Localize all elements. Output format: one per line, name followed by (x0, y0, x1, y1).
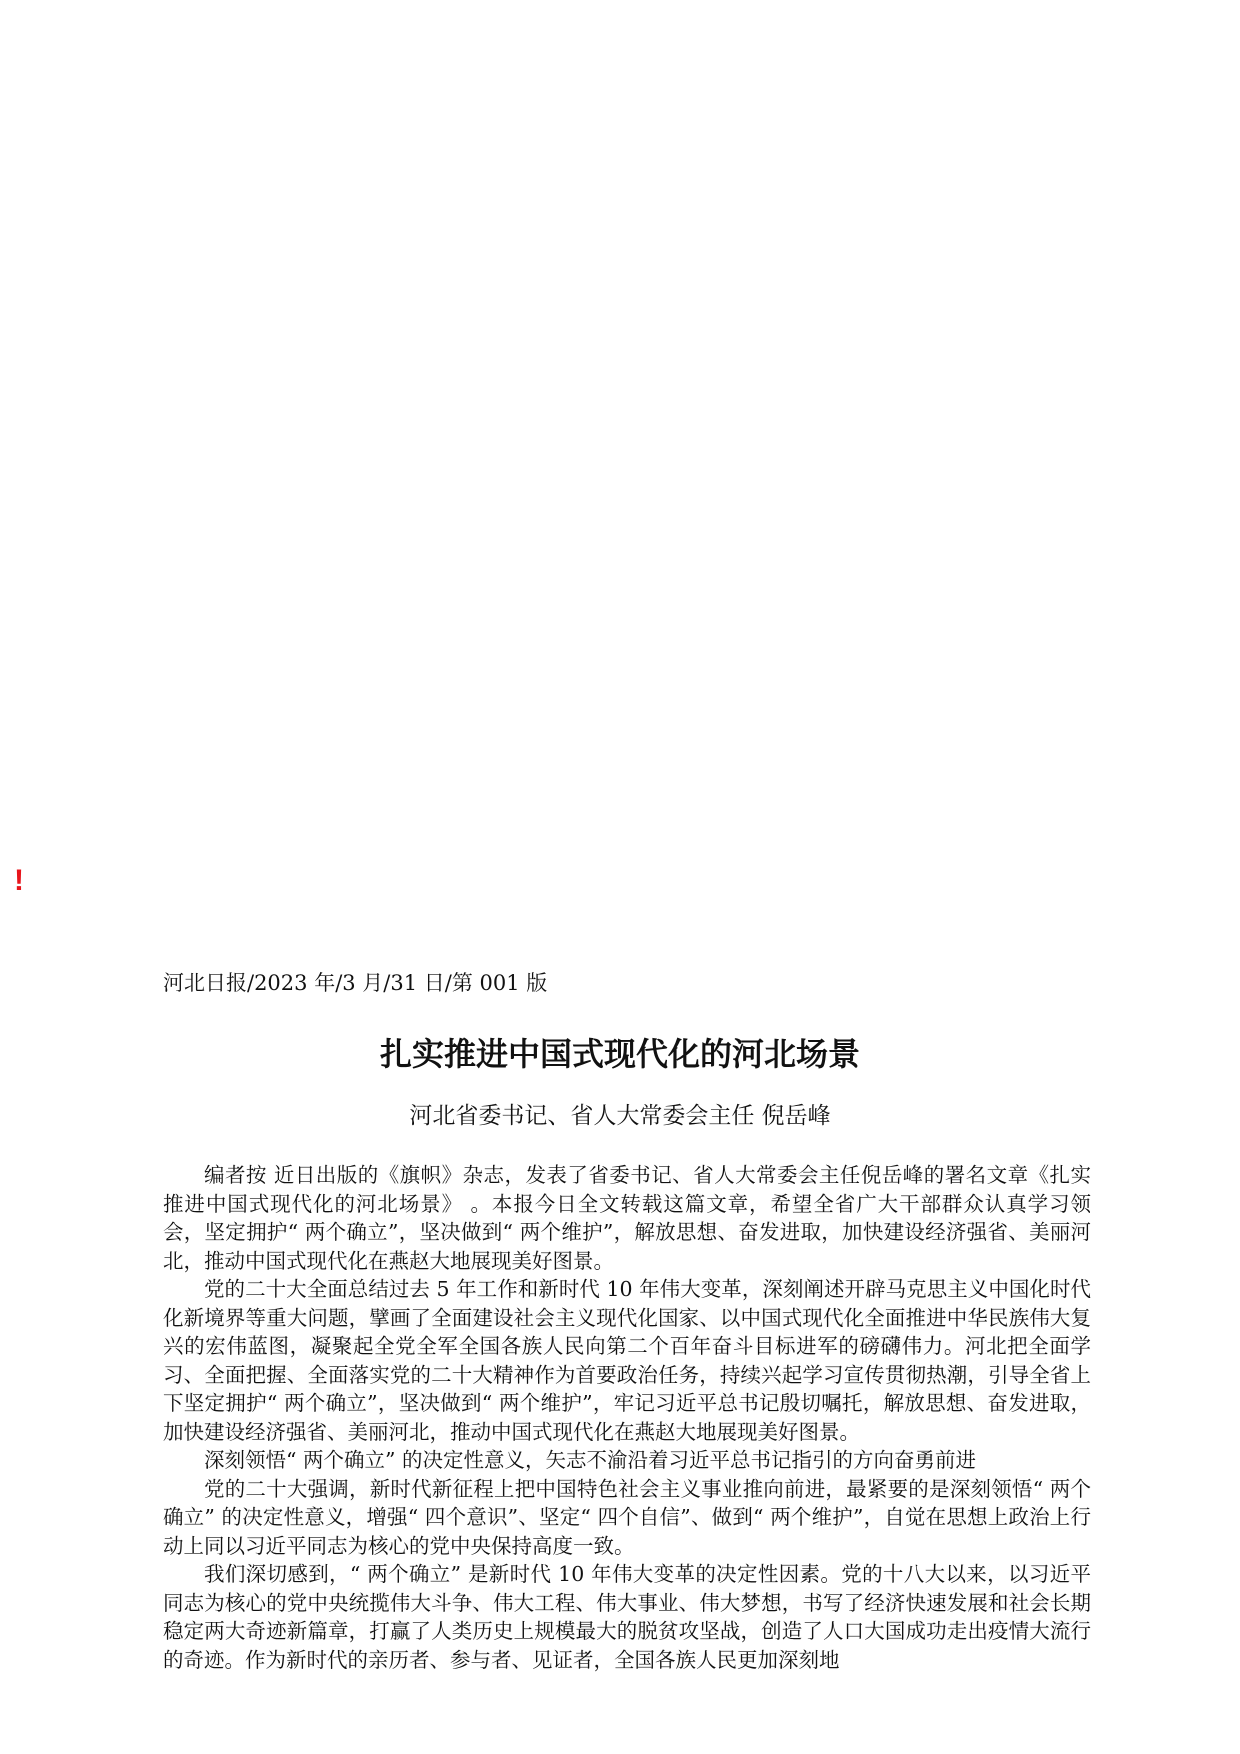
warning-mark: ! (14, 864, 24, 897)
article-author: 河北省委书记、省人大常委会主任 倪岳峰 (409, 1103, 831, 1129)
paragraph: 党的二十大强调，新时代新征程上把中国特色社会主义事业推向前进，最紧要的是深刻领悟“ 两个确立” 的决定性意义，增强“ 四个意识”、坚定“ 四个自信”、做到“ 两个维护”，自觉在思想上政治上行动上同以习近平同志为核心的党中央保持高度一致。 (163, 1476, 1091, 1558)
article-title: 扎实推进中国式现代化的河北场景 (379, 1035, 860, 1073)
paragraph-editor-note: 编者按 近日出版的《旗帜》杂志，发表了省委书记、省人大常委会主任倪岳峰的署名文章《扎实推进中国式现代化的河北场景》 。本报今日全文转载这篇文章，希望全省广大干部群众认真学习领会，坚定拥护“ 两个确立”，坚决做到“ 两个维护”，解放思想、奋发进取，加快建设经济强省、美丽河北，推动中国式现代化在燕赵大地展现美好图景。 (163, 1163, 1091, 1273)
article-body (163, 1161, 1091, 1674)
section-heading: 深刻领悟“ 两个确立” 的决定性意义，矢志不渝沿着习近平总书记指引的方向奋勇前进 (204, 1448, 976, 1472)
paragraph: 党的二十大全面总结过去 5 年工作和新时代 10 年伟大变革，深刻阐述开辟马克思主义中国化时代化新境界等重大问题，擘画了全面建设社会主义现代化国家、以中国式现代化全面推进中华民族伟大复兴的宏伟蓝图，凝聚起全党全军全国各族人民向第二个百年奋斗目标进军的磅礴伟力。河北把全面学习、全面把握、全面落实党的二十大精神作为首要政治任务，持续兴起学习宣传贯彻热潮，引导全省上下坚定拥护“ 两个确立”，坚决做到“ 两个维护”，牢记习近平总书记殷切嘱托，解放思想、奋发进取，加快建设经济强省、美丽河北，推动中国式现代化在燕赵大地展现美好图景。 (163, 1277, 1091, 1444)
source-line: 河北日报/2023 年/3 月/31 日/第 001 版 (163, 971, 548, 995)
paragraph: 我们深切感到，“ 两个确立” 是新时代 10 年伟大变革的决定性因素。党的十八大以来，以习近平同志为核心的党中央统揽伟大斗争、伟大工程、伟大事业、伟大梦想，书写了经济快速发展和社会长期稳定两大奇迹新篇章，打赢了人类历史上规模最大的脱贫攻坚战，创造了人口大国成功走出疫情大流行的奇迹。作为新时代的亲历者、参与者、见证者，全国各族人民更加深刻地 (163, 1562, 1091, 1672)
